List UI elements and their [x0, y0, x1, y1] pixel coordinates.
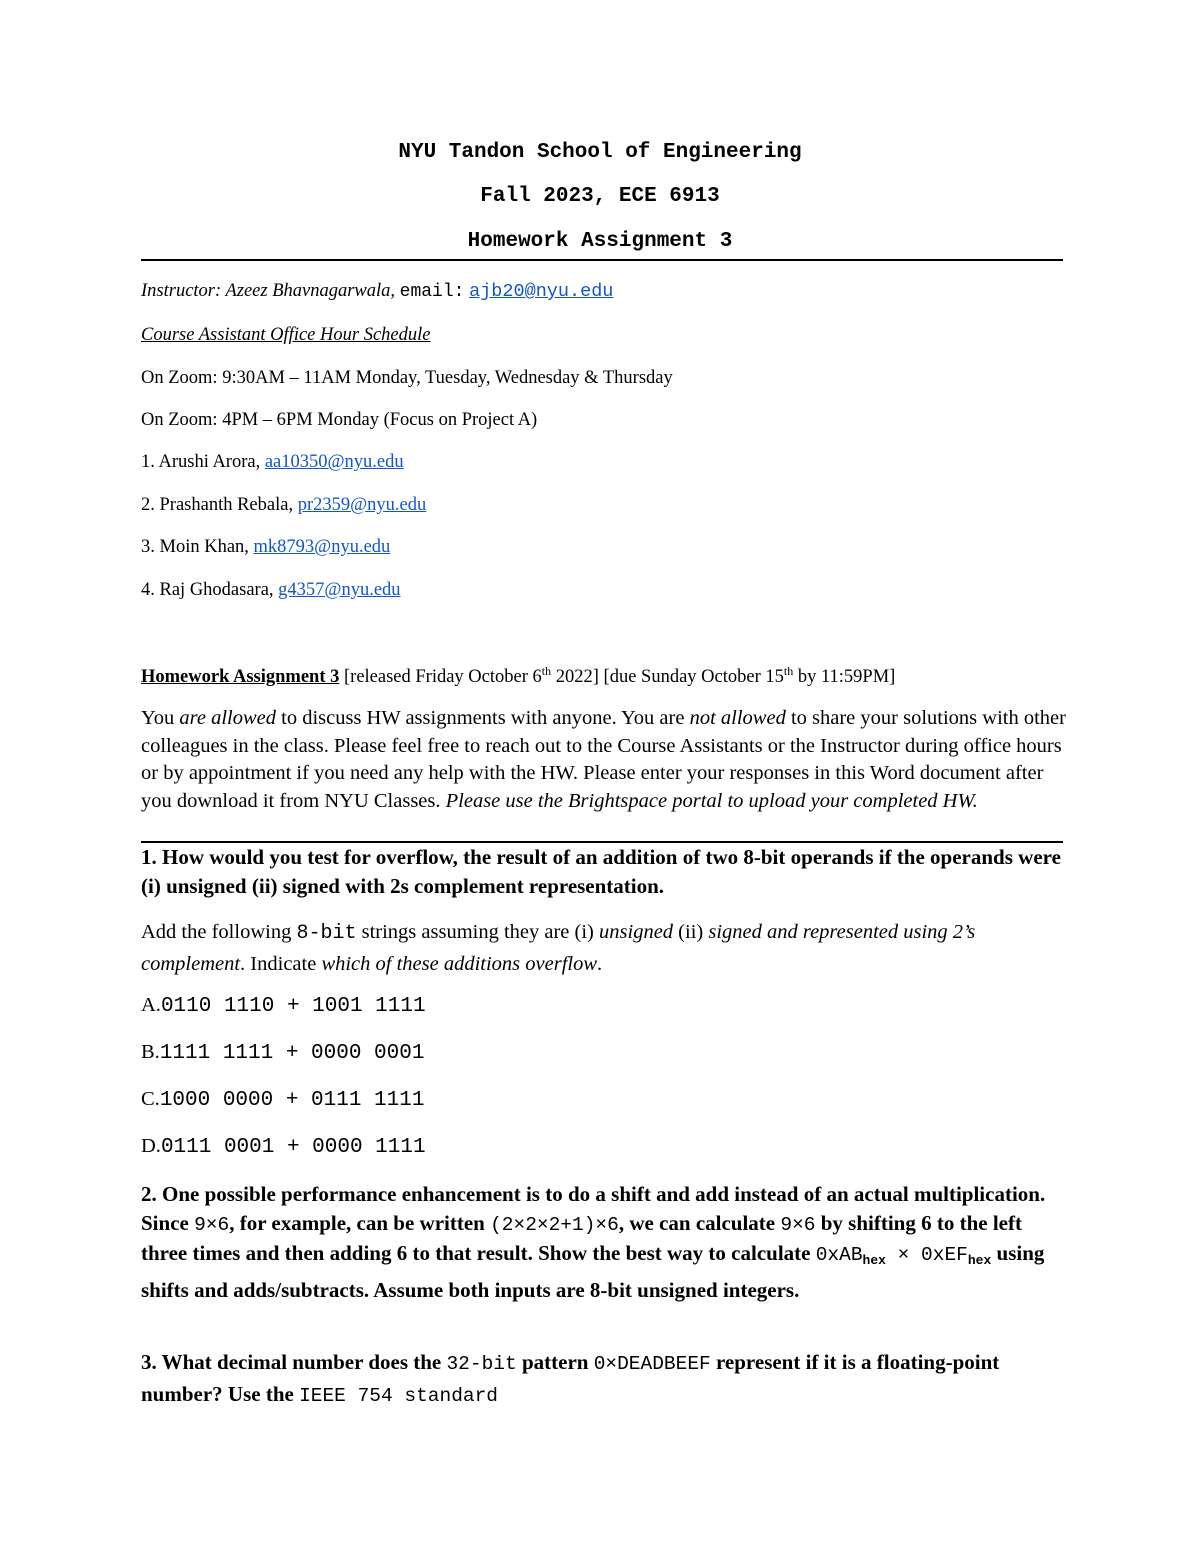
assistant-email-link[interactable]: mk8793@nyu.edu [253, 537, 391, 557]
assignment-heading-line [141, 664, 895, 688]
option-d: D.0111 0001 + 0000 1111 [141, 1135, 426, 1159]
assistant-email-link[interactable]: g4357@nyu.edu [278, 580, 401, 600]
question-1 [141, 843, 1071, 900]
assistant-email-link[interactable]: pr2359@nyu.edu [297, 495, 427, 515]
email-label: email: [399, 282, 465, 302]
instructions-paragraph: You are allowed to discuss HW assignments with anyone. You are not allowed to share your solutions with other colleagues in the class. Please feel free to reach out to the Course Assistants or the Instructor during office hours or by appointment if you need any help with the HW. Please enter your responses in this Word document after you download it from NYU Classes. Please use the Brightspace portal to upload your completed HW. [141, 707, 1066, 812]
option-a: A.0110 1110 + 1001 1111 [141, 994, 426, 1018]
option-b: B.1111 1111 + 0000 0001 [141, 1041, 425, 1065]
assistant-item [141, 495, 426, 516]
question-2: 2. One possible performance enhancement is to do a shift and add instead of an actual multiplication. Since 9×6, for example, can be written (2×2×2+1)×6, we can calculate 9×6 by shifting 6 to the left three times and then adding 6 to that result. Show the best way to calculate 0xAB$_{hex}$ × 0xEF$_{hex}$ using shifts and adds/subtracts. Assume both inputs are 8-bit unsigned integers. [141, 1182, 1046, 1302]
option-c: C.1000 0000 + 0111 1111 [141, 1088, 425, 1112]
assistant-name: 4. Raj Ghodasara, [141, 580, 274, 600]
assistant-email-link[interactable]: aa10350@nyu.edu [264, 452, 404, 472]
question-3: 3. What decimal number does the 32-bit pattern 0×DEADBEEF represent if it is a floating-point number? Use the IEEE 754 standard [141, 1350, 1000, 1407]
assistant-name: 2. Prashanth Rebala, [141, 495, 294, 515]
assistant-name: 1. Arushi Arora, [141, 452, 261, 472]
assistant-item [141, 580, 401, 601]
question-number: 1. [141, 845, 157, 869]
school-name: NYU Tandon School of Engineering [398, 141, 802, 164]
header-rule [141, 259, 1063, 261]
question-number: 2. [141, 1182, 157, 1206]
term-course: Fall 2023, ECE 6913 [480, 185, 720, 208]
office-hours-heading: Course Assistant Office Hour Schedule [141, 325, 431, 345]
question-1-instructions: Add the following 8-bit strings assuming they are (i) unsigned (ii) signed and represented using 2’s complement. Indicate which of these additions overflow. [141, 921, 976, 975]
instructor-email-link[interactable]: ajb20@nyu.edu [469, 281, 614, 302]
instructor-line [141, 281, 613, 302]
release-date: [released Friday October 6th 2022] [344, 664, 599, 688]
assignment-heading: Homework Assignment 3 [141, 667, 340, 688]
assistant-item [141, 452, 404, 473]
assistant-item [141, 537, 390, 558]
question-number: 3. [141, 1350, 157, 1374]
due-date: [due Sunday October 15th by 11:59PM] [603, 664, 896, 688]
office-hours-line-2: On Zoom: 4PM – 6PM Monday (Focus on Project A) [141, 410, 538, 430]
upload-instruction: Please use the Brightspace portal to upload your completed HW. [445, 789, 978, 812]
assistant-name: 3. Moin Khan, [141, 537, 249, 557]
question-text: How would you test for overflow, the result of an addition of two 8-bit operands if the operands were (i) unsigned (ii) signed with 2s complement representation. [141, 845, 1061, 898]
instructor-label: Instructor: Azeez Bhavnagarwala, [141, 281, 396, 301]
office-hours-line-1: On Zoom: 9:30AM – 11AM Monday, Tuesday, Wednesday & Thursday [141, 368, 673, 388]
page-title: Homework Assignment 3 [467, 230, 733, 253]
